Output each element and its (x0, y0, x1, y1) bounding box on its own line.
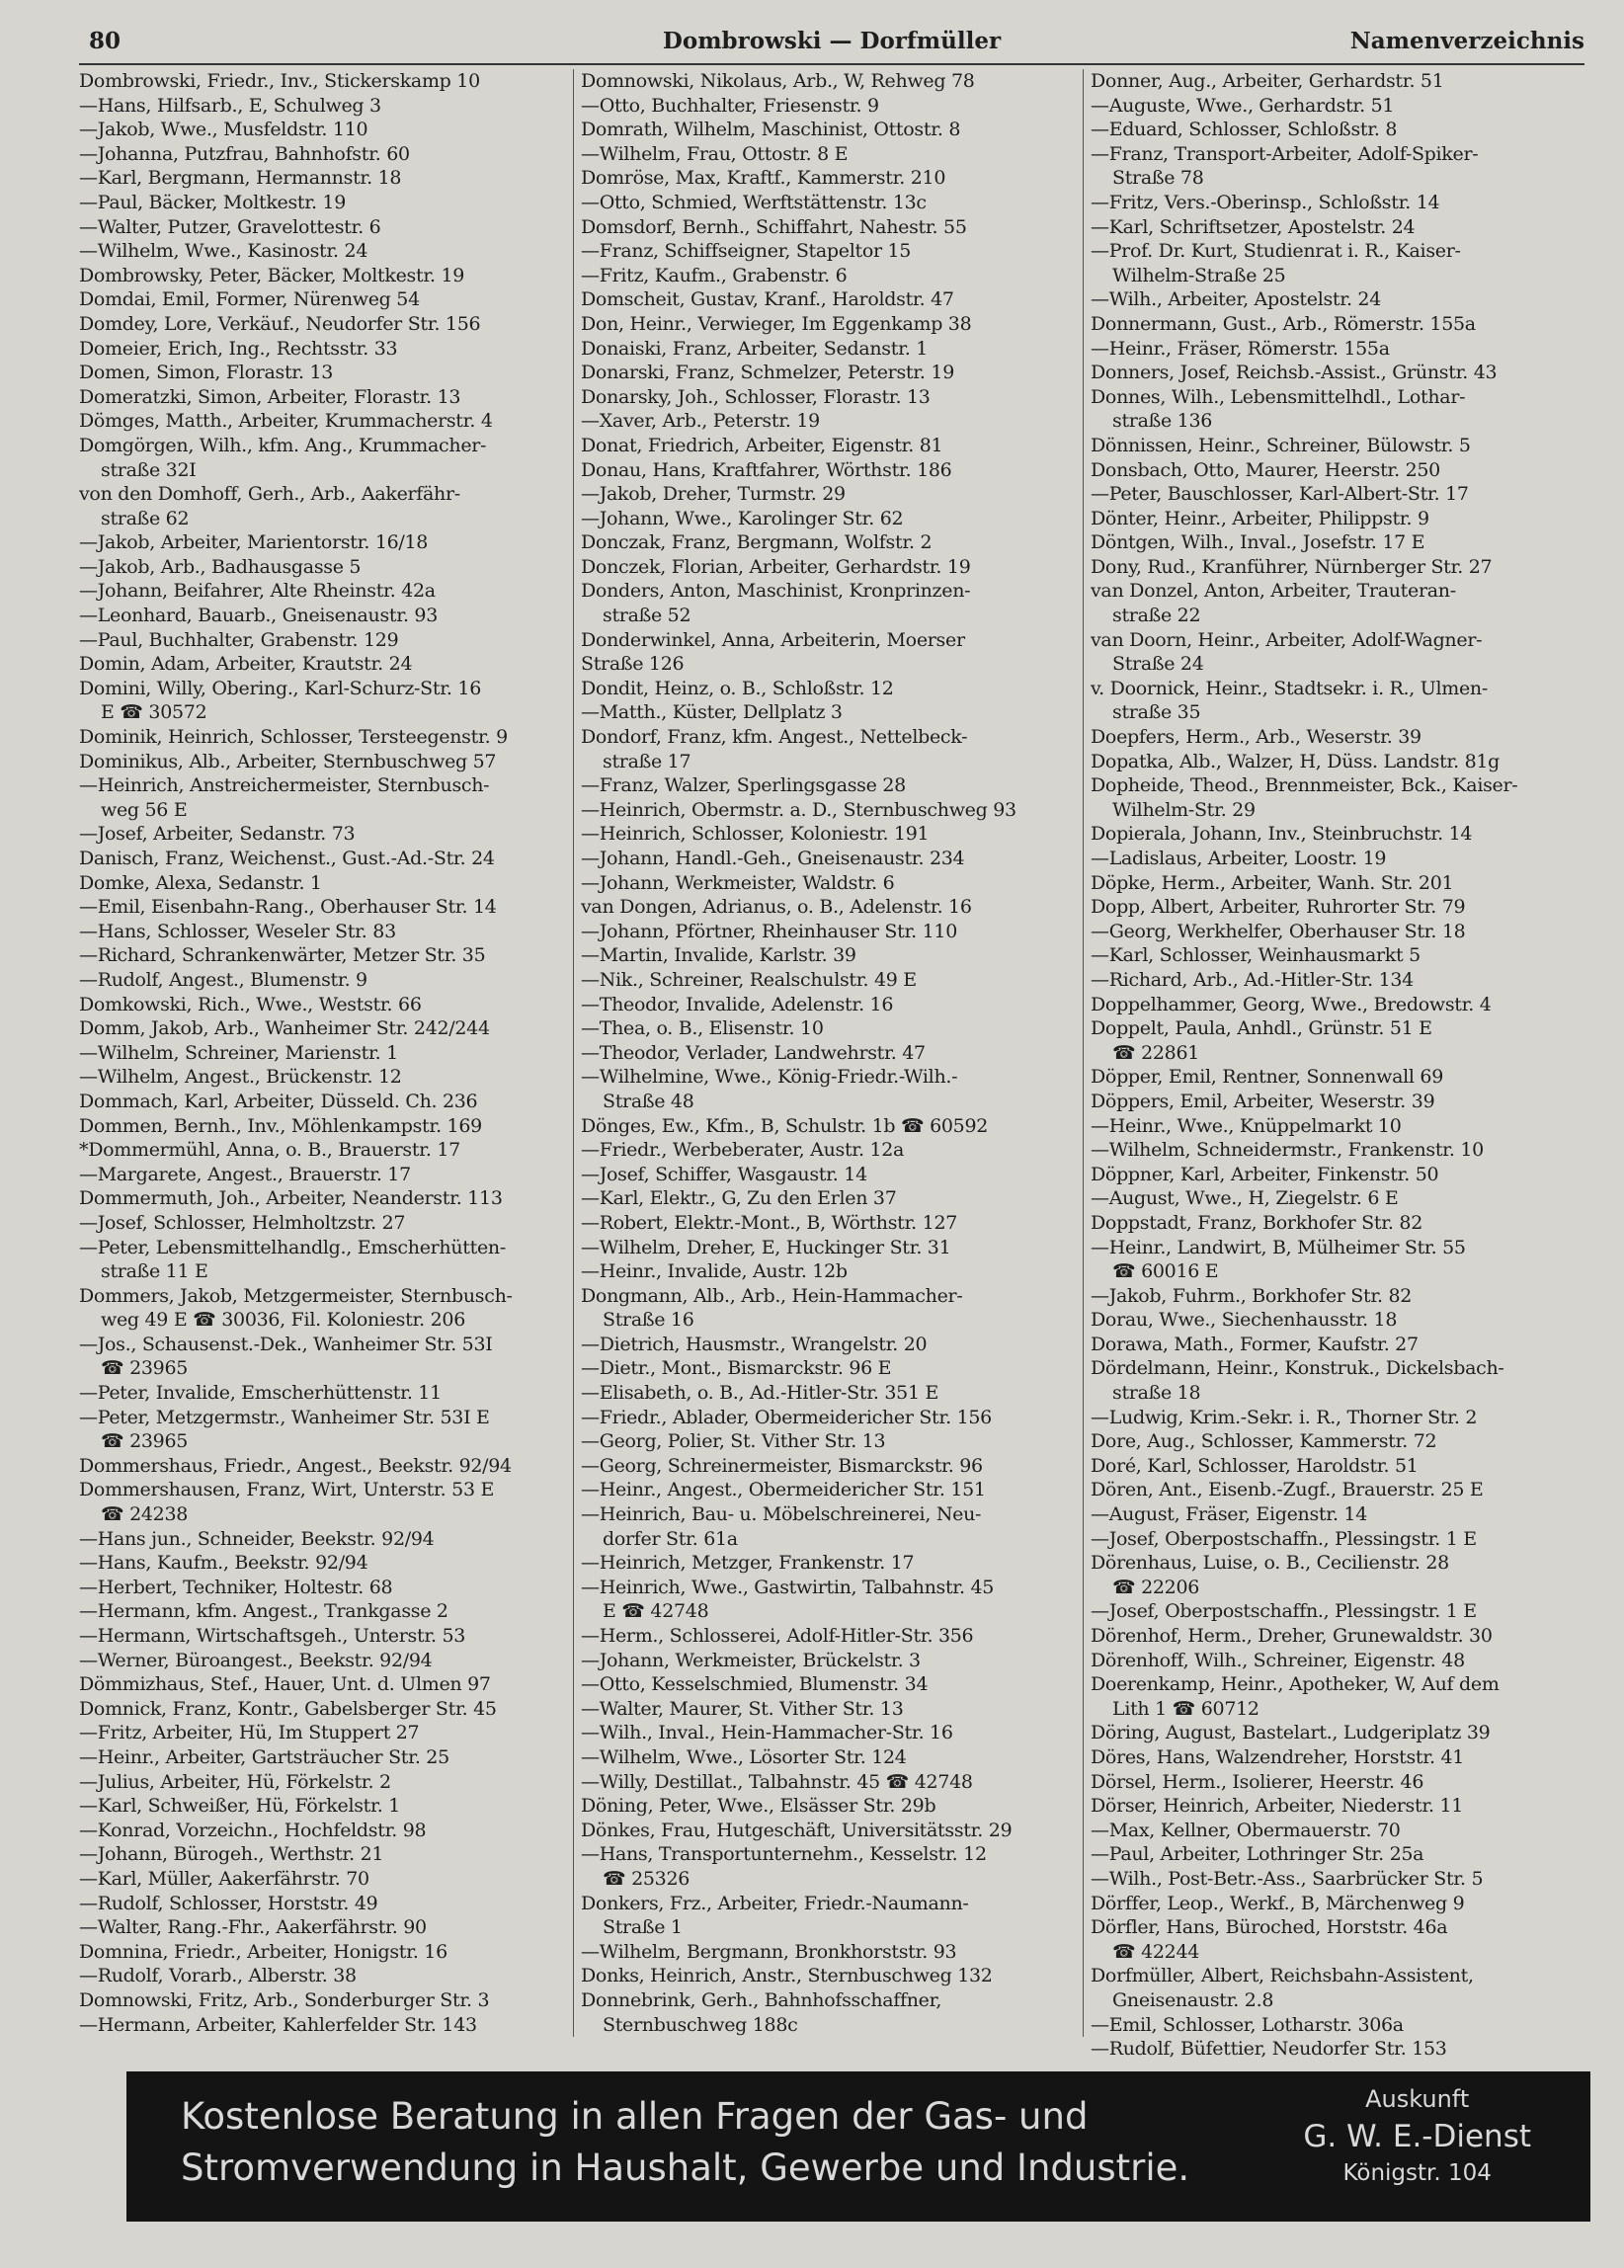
directory-entry-line: —Robert, Elektr.-Mont., B, Wörthstr. 127 (581, 1211, 958, 1234)
directory-entry-line: —Dietr., Mont., Bismarckstr. 96 E (581, 1357, 892, 1380)
directory-entry-line: Dören, Ant., Eisenb.-Zugf., Brauerstr. 25 E (1091, 1479, 1484, 1501)
directory-entry-line: Donnermann, Gust., Arb., Römerstr. 155a (1091, 312, 1476, 335)
directory-entry-line: —Karl, Schweißer, Hü, Förkelstr. 1 (79, 1795, 400, 1818)
page-title: Dombrowski — Dorfmüller (662, 28, 1002, 54)
directory-entry-line: —Rudolf, Vorarb., Alberstr. 38 (79, 1965, 357, 1987)
column-3 (1091, 69, 1594, 2062)
directory-entry-line: Domeier, Erich, Ing., Rechtsstr. 33 (79, 337, 398, 360)
directory-entry-line: Dömmizhaus, Stef., Hauer, Unt. d. Ulmen 97 (79, 1673, 491, 1696)
directory-entry-line: —Heinrich, Wwe., Gastwirtin, Talbahnstr. 45 (581, 1576, 995, 1598)
directory-entry-line: Dorfmüller, Albert, Reichsbahn-Assistent, (1091, 1965, 1474, 1987)
advert-info-label: Auskunft (1365, 2085, 1470, 2113)
directory-entry-line: Dönkes, Frau, Hutgeschäft, Universitätsstr. 29 (581, 1819, 1013, 1841)
directory-entry-line: Döntgen, Wilh., Inval., Josefstr. 17 E (1091, 531, 1425, 554)
advert-address: Königstr. 104 (1342, 2160, 1492, 2186)
directory-entry-line: —Xaver, Arb., Peterstr. 19 (581, 410, 820, 433)
advert-line-1: Kostenlose Beratung in allen Fragen der Gas- und (181, 2095, 1089, 2138)
directory-entry-line: —Ladislaus, Arbeiter, Loostr. 19 (1091, 848, 1387, 869)
directory-entry-line: Donarski, Franz, Schmelzer, Peterstr. 19 (581, 362, 954, 384)
directory-entry-line: —Wilhelm, Frau, Ottostr. 8 E (581, 142, 849, 165)
directory-entry-line: —Paul, Bäcker, Moltkestr. 19 (79, 191, 347, 213)
directory-entry-line: E ☎ 42748 (603, 1600, 709, 1623)
directory-entry-line: Dore, Aug., Schlosser, Kammerstr. 72 (1091, 1430, 1437, 1453)
directory-entry-line: Dongmann, Alb., Arb., Hein-Hammacher- (581, 1284, 963, 1307)
directory-entry-line: Dondorf, Franz, kfm. Angest., Nettelbeck- (581, 726, 968, 749)
directory-entry-line: Döring, August, Bastelart., Ludgeriplatz 39 (1091, 1722, 1491, 1744)
directory-entry-line: —Franz, Walzer, Sperlingsgasse 28 (581, 774, 906, 797)
directory-entry-line: —Prof. Dr. Kurt, Studienrat i. R., Kaiser- (1091, 240, 1461, 263)
directory-entry-line: —Heinrich, Anstreichermeister, Sternbusch- (79, 774, 490, 797)
directory-entry-line: —Wilhelm, Wwe., Lösorter Str. 124 (581, 1745, 907, 1768)
directory-entry-line: —Jakob, Fuhrm., Borkhofer Str. 82 (1091, 1284, 1413, 1307)
directory-entry-line: Don, Heinr., Verwieger, Im Eggenkamp 38 (581, 312, 972, 335)
directory-entry-line: —Jakob, Arbeiter, Marientorstr. 16/18 (79, 531, 429, 554)
directory-entry-line: —Auguste, Wwe., Gerhardstr. 51 (1091, 94, 1395, 117)
directory-entry-line: —Hermann, Wirtschaftsgeh., Unterstr. 53 (79, 1625, 466, 1647)
directory-entry-line: —Walter, Rang.-Fhr., Aakerfährstr. 90 (79, 1916, 427, 1939)
directory-entry-line: —Wilhelm, Dreher, E, Huckinger Str. 31 (581, 1236, 951, 1258)
directory-entry-line: van Doorn, Heinr., Arbeiter, Adolf-Wagner- (1091, 628, 1483, 651)
directory-entry-line: van Dongen, Adrianus, o. B., Adelenstr. 16 (581, 896, 972, 919)
directory-entry-line: —Jakob, Arb., Badhausgasse 5 (79, 555, 362, 578)
directory-entry-line: Domnowski, Nikolaus, Arb., W, Rehweg 78 (581, 70, 975, 92)
directory-entry-line: —Hans jun., Schneider, Beekstr. 92/94 (79, 1527, 435, 1550)
directory-entry-line: —Hans, Hilfsarb., E, Schulweg 3 (79, 94, 381, 117)
directory-entry-line: —Johann, Pförtner, Rheinhauser Str. 110 (581, 920, 958, 942)
directory-entry-line: Donau, Hans, Kraftfahrer, Wörthstr. 186 (581, 458, 952, 481)
directory-entry-line: E ☎ 30572 (101, 701, 207, 724)
directory-entry-line: straße 35 (1112, 701, 1201, 724)
page-number: 80 (89, 28, 122, 54)
directory-entry-line: Dopatka, Alb., Walzer, H, Düss. Landstr. 81g (1091, 750, 1501, 772)
directory-entry-line: —Thea, o. B., Elisenstr. 10 (581, 1017, 824, 1040)
directory-entry-line: —Elisabeth, o. B., Ad.-Hitler-Str. 351 E (581, 1382, 939, 1405)
directory-entry-line: —Josef, Oberpostschaffn., Plessingstr. 1 E (1091, 1600, 1477, 1623)
directory-entry-line: Straße 24 (1112, 653, 1204, 676)
directory-entry-line: Doppstadt, Franz, Borkhofer Str. 82 (1091, 1211, 1422, 1234)
directory-entry-line: Gneisenaustr. 2.8 (1112, 1988, 1274, 2011)
directory-entry-line: Dommershaus, Friedr., Angest., Beekstr. 92/94 (79, 1454, 512, 1477)
directory-entry-line: —Peter, Metzgermstr., Wanheimer Str. 53I E (79, 1406, 490, 1428)
directory-entry-line: Donczek, Florian, Arbeiter, Gerhardstr. 19 (581, 555, 971, 578)
directory-entry-line: —Johann, Werkmeister, Brückelstr. 3 (581, 1649, 921, 1671)
directory-entry-line: —Heinr., Landwirt, B, Mülheimer Str. 55 (1091, 1236, 1466, 1258)
directory-entry-line: ☎ 24238 (101, 1503, 189, 1526)
advertisement-banner (126, 2071, 1590, 2222)
directory-entry-line: Domkowski, Rich., Wwe., Weststr. 66 (79, 993, 422, 1015)
directory-entry-line: —Heinr., Angest., Obermeidericher Str. 151 (581, 1479, 986, 1501)
directory-entry-line: Doppelhammer, Georg, Wwe., Bredowstr. 4 (1091, 993, 1492, 1015)
advert-line-2: Stromverwendung in Haushalt, Gewerbe und Industrie. (181, 2146, 1190, 2189)
directory-entry-line: —Wilhelm, Bergmann, Bronkhorststr. 93 (581, 1940, 957, 1963)
directory-entry-line: v. Doornick, Heinr., Stadtsekr. i. R., Ulmen- (1091, 677, 1488, 699)
directory-entry-line: Dömges, Matth., Arbeiter, Krummacherstr. 4 (79, 410, 493, 433)
directory-entry-line: Dorawa, Math., Former, Kaufstr. 27 (1091, 1333, 1419, 1355)
directory-entry-line: —Peter, Invalide, Emscherhüttenstr. 11 (79, 1382, 442, 1405)
directory-entry-line: Domini, Willy, Obering., Karl-Schurz-Str. 16 (79, 677, 481, 699)
directory-entry-line: —Otto, Schmied, Werftstättenstr. 13c (581, 191, 927, 213)
directory-entry-line: Domröse, Max, Kraftf., Kammerstr. 210 (581, 167, 946, 190)
directory-entry-line: —Jakob, Wwe., Musfeldstr. 110 (79, 119, 368, 141)
directory-entry-line: straße 18 (1112, 1382, 1201, 1405)
directory-entry-line: Döres, Hans, Walzendreher, Horststr. 41 (1091, 1745, 1465, 1768)
directory-entry-line: —Wilh., Inval., Hein-Hammacher-Str. 16 (581, 1722, 953, 1744)
directory-entry-line: —Heinrich, Obermstr. a. D., Sternbuschweg 93 (581, 798, 1016, 821)
directory-entry-line: —Heinrich, Schlosser, Koloniestr. 191 (581, 823, 930, 846)
directory-entry-line: dorfer Str. 61a (603, 1527, 738, 1550)
directory-entry-line: —Heinrich, Metzger, Frankenstr. 17 (581, 1552, 915, 1575)
directory-entry-line: —Wilhelmine, Wwe., König-Friedr.-Wilh.- (581, 1066, 958, 1089)
directory-entry-line: Donkers, Frz., Arbeiter, Friedr.-Naumann- (581, 1892, 969, 1914)
directory-entry-line: —Herm., Schlosserei, Adolf-Hitler-Str. 356 (581, 1625, 974, 1647)
directory-entry-line: —Werner, Büroangest., Beekstr. 92/94 (79, 1649, 433, 1671)
directory-entry-line: —Karl, Schriftsetzer, Apostelstr. 24 (1091, 215, 1416, 238)
directory-entry-line: —Josef, Oberpostschaffn., Plessingstr. 1 E (1091, 1527, 1477, 1550)
directory-entry-line: Dommermuth, Joh., Arbeiter, Neanderstr. 113 (79, 1187, 503, 1210)
directory-entry-line: —Konrad, Vorzeichn., Hochfeldstr. 98 (79, 1819, 427, 1841)
directory-entry-line: —Josef, Arbeiter, Sedanstr. 73 (79, 823, 356, 846)
directory-entry-line: —Rudolf, Angest., Blumenstr. 9 (79, 968, 367, 991)
directory-entry-line: Dommers, Jakob, Metzgermeister, Sternbusch- (79, 1284, 513, 1307)
column-2 (581, 69, 1084, 2037)
directory-entry-line: straße 62 (101, 507, 190, 529)
section-title: Namenverzeichnis (1349, 28, 1584, 54)
directory-entry-line: ☎ 23965 (101, 1357, 189, 1380)
page-header (79, 28, 1584, 65)
directory-entry-line: —Karl, Müller, Aakerfährstr. 70 (79, 1867, 369, 1890)
directory-entry-line: —Franz, Schiffseigner, Stapeltor 15 (581, 240, 912, 263)
directory-entry-line: —Josef, Schlosser, Helmholtzstr. 27 (79, 1211, 406, 1234)
directory-entry-line: Döppers, Emil, Arbeiter, Weserstr. 39 (1091, 1090, 1435, 1112)
directory-entry-line: —Otto, Buchhalter, Friesenstr. 9 (581, 94, 879, 117)
directory-entry-line: Donners, Josef, Reichsb.-Assist., Grünstr. 43 (1091, 362, 1498, 384)
directory-entry-line: —August, Fräser, Eigenstr. 14 (1091, 1503, 1368, 1526)
directory-entry-line: —Johann, Handl.-Geh., Gneisenaustr. 234 (581, 848, 965, 869)
directory-entry-line: —Margarete, Angest., Brauerstr. 17 (79, 1163, 411, 1185)
directory-entry-line: —Hans, Schlosser, Weseler Str. 83 (79, 920, 396, 942)
directory-entry-line: Dombrowsky, Peter, Bäcker, Moltkestr. 19 (79, 264, 465, 286)
directory-entry-line: Straße 126 (581, 653, 685, 676)
directory-entry-line: Domnina, Friedr., Arbeiter, Honigstr. 16 (79, 1940, 447, 1963)
directory-entry-line: Dommen, Bernh., Inv., Möhlenkampstr. 169 (79, 1114, 482, 1137)
directory-entry-line: Dorau, Wwe., Siechenhausstr. 18 (1091, 1309, 1398, 1332)
directory-entry-line: —Peter, Lebensmittelhandlg., Emscherhütten- (79, 1236, 506, 1258)
directory-entry-line: Wilhelm-Str. 29 (1112, 798, 1256, 821)
directory-entry-line: Donnes, Wilh., Lebensmittelhdl., Lothar- (1091, 385, 1466, 408)
directory-entry-line: —Wilhelm, Wwe., Kasinostr. 24 (79, 240, 368, 263)
directory-entry-line: von den Domhoff, Gerh., Arb., Aakerfähr- (79, 483, 460, 506)
directory-entry-line: —Otto, Kesselschmied, Blumenstr. 34 (581, 1673, 929, 1696)
directory-entry-line: Doré, Karl, Schlosser, Haroldstr. 51 (1091, 1454, 1419, 1477)
directory-entry-line: Donaiski, Franz, Arbeiter, Sedanstr. 1 (581, 337, 929, 360)
directory-entry-line: —Peter, Bauschlosser, Karl-Albert-Str. 17 (1091, 483, 1469, 506)
directory-entry-line: Domin, Adam, Arbeiter, Krautstr. 24 (79, 653, 413, 676)
directory-entry-line: —Karl, Elektr., G, Zu den Erlen 37 (581, 1187, 897, 1210)
directory-entry-line: —Walter, Putzer, Gravelottestr. 6 (79, 215, 381, 238)
directory-entry-line: —Paul, Buchhalter, Grabenstr. 129 (79, 628, 399, 651)
directory-entry-line: Domen, Simon, Florastr. 13 (79, 362, 334, 384)
directory-entry-line: —Theodor, Verlader, Landwehrstr. 47 (581, 1041, 926, 1064)
directory-entry-line: Domdai, Emil, Former, Nürenweg 54 (79, 288, 420, 311)
directory-entry-line: —Rudolf, Büfettier, Neudorfer Str. 153 (1091, 2038, 1447, 2061)
directory-entry-line: —Wilhelm, Schneidermstr., Frankenstr. 10 (1091, 1139, 1484, 1162)
directory-entry-line: straße 32I (101, 458, 197, 481)
directory-entry-line: Donks, Heinrich, Anstr., Sternbuschweg 132 (581, 1965, 993, 1987)
directory-entry-line: Donat, Friedrich, Arbeiter, Eigenstr. 81 (581, 434, 943, 456)
directory-entry-line: Domscheit, Gustav, Kranf., Haroldstr. 47 (581, 288, 954, 311)
directory-entry-line: Lith 1 ☎ 60712 (1112, 1697, 1259, 1720)
directory-entry-line: —Heinr., Invalide, Austr. 12b (581, 1260, 848, 1283)
directory-entry-line: weg 49 E ☎ 30036, Fil. Koloniestr. 206 (101, 1309, 465, 1332)
directory-entry-line: Dönges, Ew., Kfm., B, Schulstr. 1b ☎ 60592 (581, 1114, 989, 1137)
directory-entry-line: —Wilh., Post-Betr.-Ass., Saarbrücker Str. 5 (1091, 1867, 1484, 1890)
directory-entry-line: ☎ 22206 (1112, 1576, 1200, 1598)
directory-entry-line: Dönter, Heinr., Arbeiter, Philippstr. 9 (1091, 507, 1429, 529)
directory-entry-line: —Max, Kellner, Obermauerstr. 70 (1091, 1819, 1401, 1841)
directory-entry-line: Donderwinkel, Anna, Arbeiterin, Moerser (581, 628, 965, 651)
directory-entry-line: Dondit, Heinz, o. B., Schloßstr. 12 (581, 677, 894, 699)
directory-entry-line: —August, Wwe., H, Ziegelstr. 6 E (1091, 1187, 1399, 1210)
directory-entry-line: Dommach, Karl, Arbeiter, Düsseld. Ch. 236 (79, 1090, 478, 1112)
directory-entry-line: Domnick, Franz, Kontr., Gabelsberger Str. 45 (79, 1697, 497, 1720)
directory-entry-line: —Georg, Polier, St. Vither Str. 13 (581, 1430, 886, 1453)
directory-entry-line: Dopheide, Theod., Brennmeister, Bck., Kaiser- (1091, 774, 1518, 797)
directory-entry-line: —Wilhelm, Angest., Brückenstr. 12 (79, 1066, 402, 1089)
directory-entry-line: —Karl, Schlosser, Weinhausmarkt 5 (1091, 944, 1421, 967)
directory-entry-line: —Fritz, Vers.-Oberinsp., Schloßstr. 14 (1091, 191, 1440, 213)
directory-entry-line: —Julius, Arbeiter, Hü, Förkelstr. 2 (79, 1770, 391, 1793)
directory-entry-line: straße 136 (1112, 410, 1213, 433)
directory-entry-line: Döpke, Herm., Arbeiter, Wanh. Str. 201 (1091, 871, 1454, 894)
directory-entry-line: Donner, Aug., Arbeiter, Gerhardstr. 51 (1091, 70, 1444, 92)
directory-entry-line: —Martin, Invalide, Karlstr. 39 (581, 944, 856, 967)
directory-entry-line: —Johanna, Putzfrau, Bahnhofstr. 60 (79, 142, 410, 165)
directory-entry-line: van Donzel, Anton, Arbeiter, Trauteran- (1091, 580, 1456, 603)
directory-entry-line: —Karl, Bergmann, Hermannstr. 18 (79, 167, 402, 190)
directory-entry-line: —Walter, Maurer, St. Vither Str. 13 (581, 1697, 904, 1720)
advert-service-name: G. W. E.-Dienst (1303, 2119, 1531, 2154)
directory-entry-line: Dörenhof, Herm., Dreher, Grunewaldstr. 30 (1091, 1625, 1493, 1647)
directory-entry-line: —Richard, Schrankenwärter, Metzer Str. 35 (79, 944, 486, 967)
directory-entry-line: Dominikus, Alb., Arbeiter, Sternbuschweg 57 (79, 750, 497, 772)
directory-entry-line: —Hans, Kaufm., Beekstr. 92/94 (79, 1552, 368, 1575)
directory-entry-line: Domsdorf, Bernh., Schiffahrt, Nahestr. 55 (581, 215, 967, 238)
directory-entry-line: straße 11 E (101, 1260, 208, 1283)
directory-entry-line: Sternbuschweg 188c (603, 2013, 798, 2036)
directory-entry-line: Dombrowski, Friedr., Inv., Stickerskamp 10 (79, 70, 480, 92)
directory-entry-line: —Josef, Schiffer, Wasgaustr. 14 (581, 1163, 867, 1185)
directory-entry-line: Donders, Anton, Maschinist, Kronprinzen- (581, 580, 971, 603)
directory-entry-line: —Friedr., Ablader, Obermeidericher Str. 156 (581, 1406, 992, 1428)
directory-entry-line: Straße 48 (603, 1090, 694, 1112)
directory-entry-line: —Leonhard, Bauarb., Gneisenaustr. 93 (79, 605, 439, 627)
directory-entry-line: —Eduard, Schlosser, Schloßstr. 8 (1091, 119, 1398, 141)
directory-entry-line: Donnebrink, Gerh., Bahnhofsschaffner, (581, 1988, 942, 2011)
directory-entry-line: Domrath, Wilhelm, Maschinist, Ottostr. 8 (581, 119, 961, 141)
directory-entry-line: Straße 78 (1112, 167, 1204, 190)
directory-entry-line: Dörser, Heinrich, Arbeiter, Niederstr. 11 (1091, 1795, 1464, 1818)
directory-entry-line: Domnowski, Fritz, Arb., Sonderburger Str. 3 (79, 1988, 490, 2011)
directory-entry-line: Domdey, Lore, Verkäuf., Neudorfer Str. 156 (79, 312, 481, 335)
directory-entry-line: Doepfers, Herm., Arb., Weserstr. 39 (1091, 726, 1421, 749)
directory-entry-line: straße 17 (603, 750, 691, 772)
directory-entry-line: Döning, Peter, Wwe., Elsässer Str. 29b (581, 1795, 936, 1818)
directory-entry-line: ☎ 60016 E (1112, 1260, 1219, 1283)
directory-entry-line: —Wilh., Arbeiter, Apostelstr. 24 (1091, 288, 1382, 311)
directory-entry-line: Dopp, Albert, Arbeiter, Ruhrorter Str. 79 (1091, 896, 1466, 919)
directory-entry-line: —Ludwig, Krim.-Sekr. i. R., Thorner Str. 2 (1091, 1406, 1478, 1428)
directory-entry-line: —Nik., Schreiner, Realschulstr. 49 E (581, 968, 917, 991)
directory-entry-line: Dörfler, Hans, Büroched, Horststr. 46a (1091, 1916, 1448, 1939)
directory-entry-line: —Fritz, Kaufm., Grabenstr. 6 (581, 264, 848, 286)
directory-entry-line: Donarsky, Joh., Schlosser, Florastr. 13 (581, 385, 931, 408)
directory-entry-line: —Theodor, Invalide, Adelenstr. 16 (581, 993, 894, 1015)
directory-entry-line: —Heinrich, Bau- u. Möbelschreinerei, Neu- (581, 1503, 982, 1526)
directory-entry-line: Dönnissen, Heinr., Schreiner, Bülowstr. 5 (1091, 434, 1471, 456)
directory-entry-line: Donsbach, Otto, Maurer, Heerstr. 250 (1091, 458, 1440, 481)
directory-entry-line: straße 52 (603, 605, 691, 627)
directory-entry-line: Dominik, Heinrich, Schlosser, Tersteegenstr. 9 (79, 726, 508, 749)
column-1 (79, 69, 574, 2037)
directory-entry-line: —Franz, Transport-Arbeiter, Adolf-Spiker- (1091, 142, 1479, 165)
directory-entry-line: weg 56 E (101, 798, 188, 821)
directory-entry-line: —Matth., Küster, Dellplatz 3 (581, 701, 843, 724)
directory-entry-line: Dörffer, Leop., Werkf., B, Märchenweg 9 (1091, 1892, 1465, 1914)
directory-entry-line: Döppner, Karl, Arbeiter, Finkenstr. 50 (1091, 1163, 1439, 1185)
directory-entry-line: —Johann, Wwe., Karolinger Str. 62 (581, 507, 904, 529)
directory-entry-line: Straße 16 (603, 1309, 694, 1332)
directory-entry-line: —Willy, Destillat., Talbahnstr. 45 ☎ 42748 (581, 1770, 973, 1793)
directory-entry-line: —Johann, Werkmeister, Waldstr. 6 (581, 871, 895, 894)
directory-entry-line: ☎ 25326 (603, 1867, 690, 1890)
directory-entry-line: —Heinr., Arbeiter, Gartsträucher Str. 25 (79, 1745, 449, 1768)
directory-entry-line: Domeratzki, Simon, Arbeiter, Florastr. 13 (79, 385, 461, 408)
directory-entry-line: Dörenhaus, Luise, o. B., Cecilienstr. 28 (1091, 1552, 1449, 1575)
directory-entry-line: Domgörgen, Wilh., kfm. Ang., Krummacher- (79, 434, 487, 456)
directory-entry-line: —Georg, Werkhelfer, Oberhauser Str. 18 (1091, 920, 1466, 942)
directory-entry-line: —Paul, Arbeiter, Lothringer Str. 25a (1091, 1843, 1424, 1866)
directory-entry-line: Straße 1 (603, 1916, 683, 1939)
directory-entry-line: —Hans, Transportunternehm., Kesselstr. 12 (581, 1843, 987, 1866)
directory-entry-line: —Jakob, Dreher, Turmstr. 29 (581, 483, 846, 506)
directory-entry-line: Döpper, Emil, Rentner, Sonnenwall 69 (1091, 1066, 1443, 1089)
directory-entry-line: —Johann, Beifahrer, Alte Rheinstr. 42a (79, 580, 436, 603)
directory-entry-line: ☎ 22861 (1112, 1041, 1200, 1064)
directory-entry-line: Dony, Rud., Kranführer, Nürnberger Str. 27 (1091, 555, 1493, 578)
directory-entry-line: —Fritz, Arbeiter, Hü, Im Stuppert 27 (79, 1722, 420, 1744)
directory-entry-line: —Georg, Schreinermeister, Bismarckstr. 96 (581, 1454, 983, 1477)
directory-entry-line: —Friedr., Werbeberater, Austr. 12a (581, 1139, 905, 1162)
directory-entry-line: Doppelt, Paula, Anhdl., Grünstr. 51 E (1091, 1017, 1432, 1040)
directory-entry-line: —Hermann, kfm. Angest., Trankgasse 2 (79, 1600, 448, 1623)
directory-entry-line: Doerenkamp, Heinr., Apotheker, W, Auf dem (1091, 1673, 1500, 1696)
directory-entry-line: —Emil, Schlosser, Lotharstr. 306a (1091, 2013, 1404, 2036)
directory-entry-line: —Johann, Bürogeh., Werthstr. 21 (79, 1843, 384, 1866)
directory-entry-line: —Jos., Schausenst.-Dek., Wanheimer Str. 53I (79, 1333, 493, 1355)
directory-entry-line: Domke, Alexa, Sedanstr. 1 (79, 871, 322, 894)
directory-entry-line: Wilhelm-Straße 25 (1112, 264, 1286, 286)
directory-entry-line: —Richard, Arb., Ad.-Hitler-Str. 134 (1091, 968, 1414, 991)
directory-entry-line: —Heinr., Wwe., Knüppelmarkt 10 (1091, 1114, 1402, 1137)
directory-entry-line: —Herbert, Techniker, Holtestr. 68 (79, 1576, 393, 1598)
directory-entry-line: ☎ 23965 (101, 1430, 189, 1453)
directory-entry-line: —Rudolf, Schlosser, Horststr. 49 (79, 1892, 378, 1914)
directory-entry-line: Dörenhoff, Wilh., Schreiner, Eigenstr. 48 (1091, 1649, 1465, 1671)
directory-entry-line: —Heinr., Fräser, Römerstr. 155a (1091, 337, 1390, 360)
directory-entry-line: —Dietrich, Hausmstr., Wrangelstr. 20 (581, 1333, 928, 1355)
directory-entry-line: Danisch, Franz, Weichenst., Gust.-Ad.-Str. 24 (79, 848, 495, 869)
directory-entry-line: Dörsel, Herm., Isolierer, Heerstr. 46 (1091, 1770, 1424, 1793)
directory-entry-line: *Dommermühl, Anna, o. B., Brauerstr. 17 (79, 1139, 460, 1162)
directory-entry-line: Dopierala, Johann, Inv., Steinbruchstr. 14 (1091, 823, 1473, 846)
directory-entry-line: ☎ 42244 (1112, 1940, 1200, 1963)
directory-entry-line: —Emil, Eisenbahn-Rang., Oberhauser Str. 14 (79, 896, 497, 919)
directory-entry-line: Domm, Jakob, Arb., Wanheimer Str. 242/244 (79, 1017, 490, 1040)
directory-entry-line: straße 22 (1112, 605, 1201, 627)
directory-entry-line: Dördelmann, Heinr., Konstruk., Dickelsbach- (1091, 1357, 1504, 1380)
directory-entry-line: —Wilhelm, Schreiner, Marienstr. 1 (79, 1041, 398, 1064)
directory-entry-line: Donczak, Franz, Bergmann, Wolfstr. 2 (581, 531, 933, 554)
directory-entry-line: —Hermann, Arbeiter, Kahlerfelder Str. 143 (79, 2013, 477, 2036)
directory-entry-line: Dommershausen, Franz, Wirt, Unterstr. 53 E (79, 1479, 495, 1501)
